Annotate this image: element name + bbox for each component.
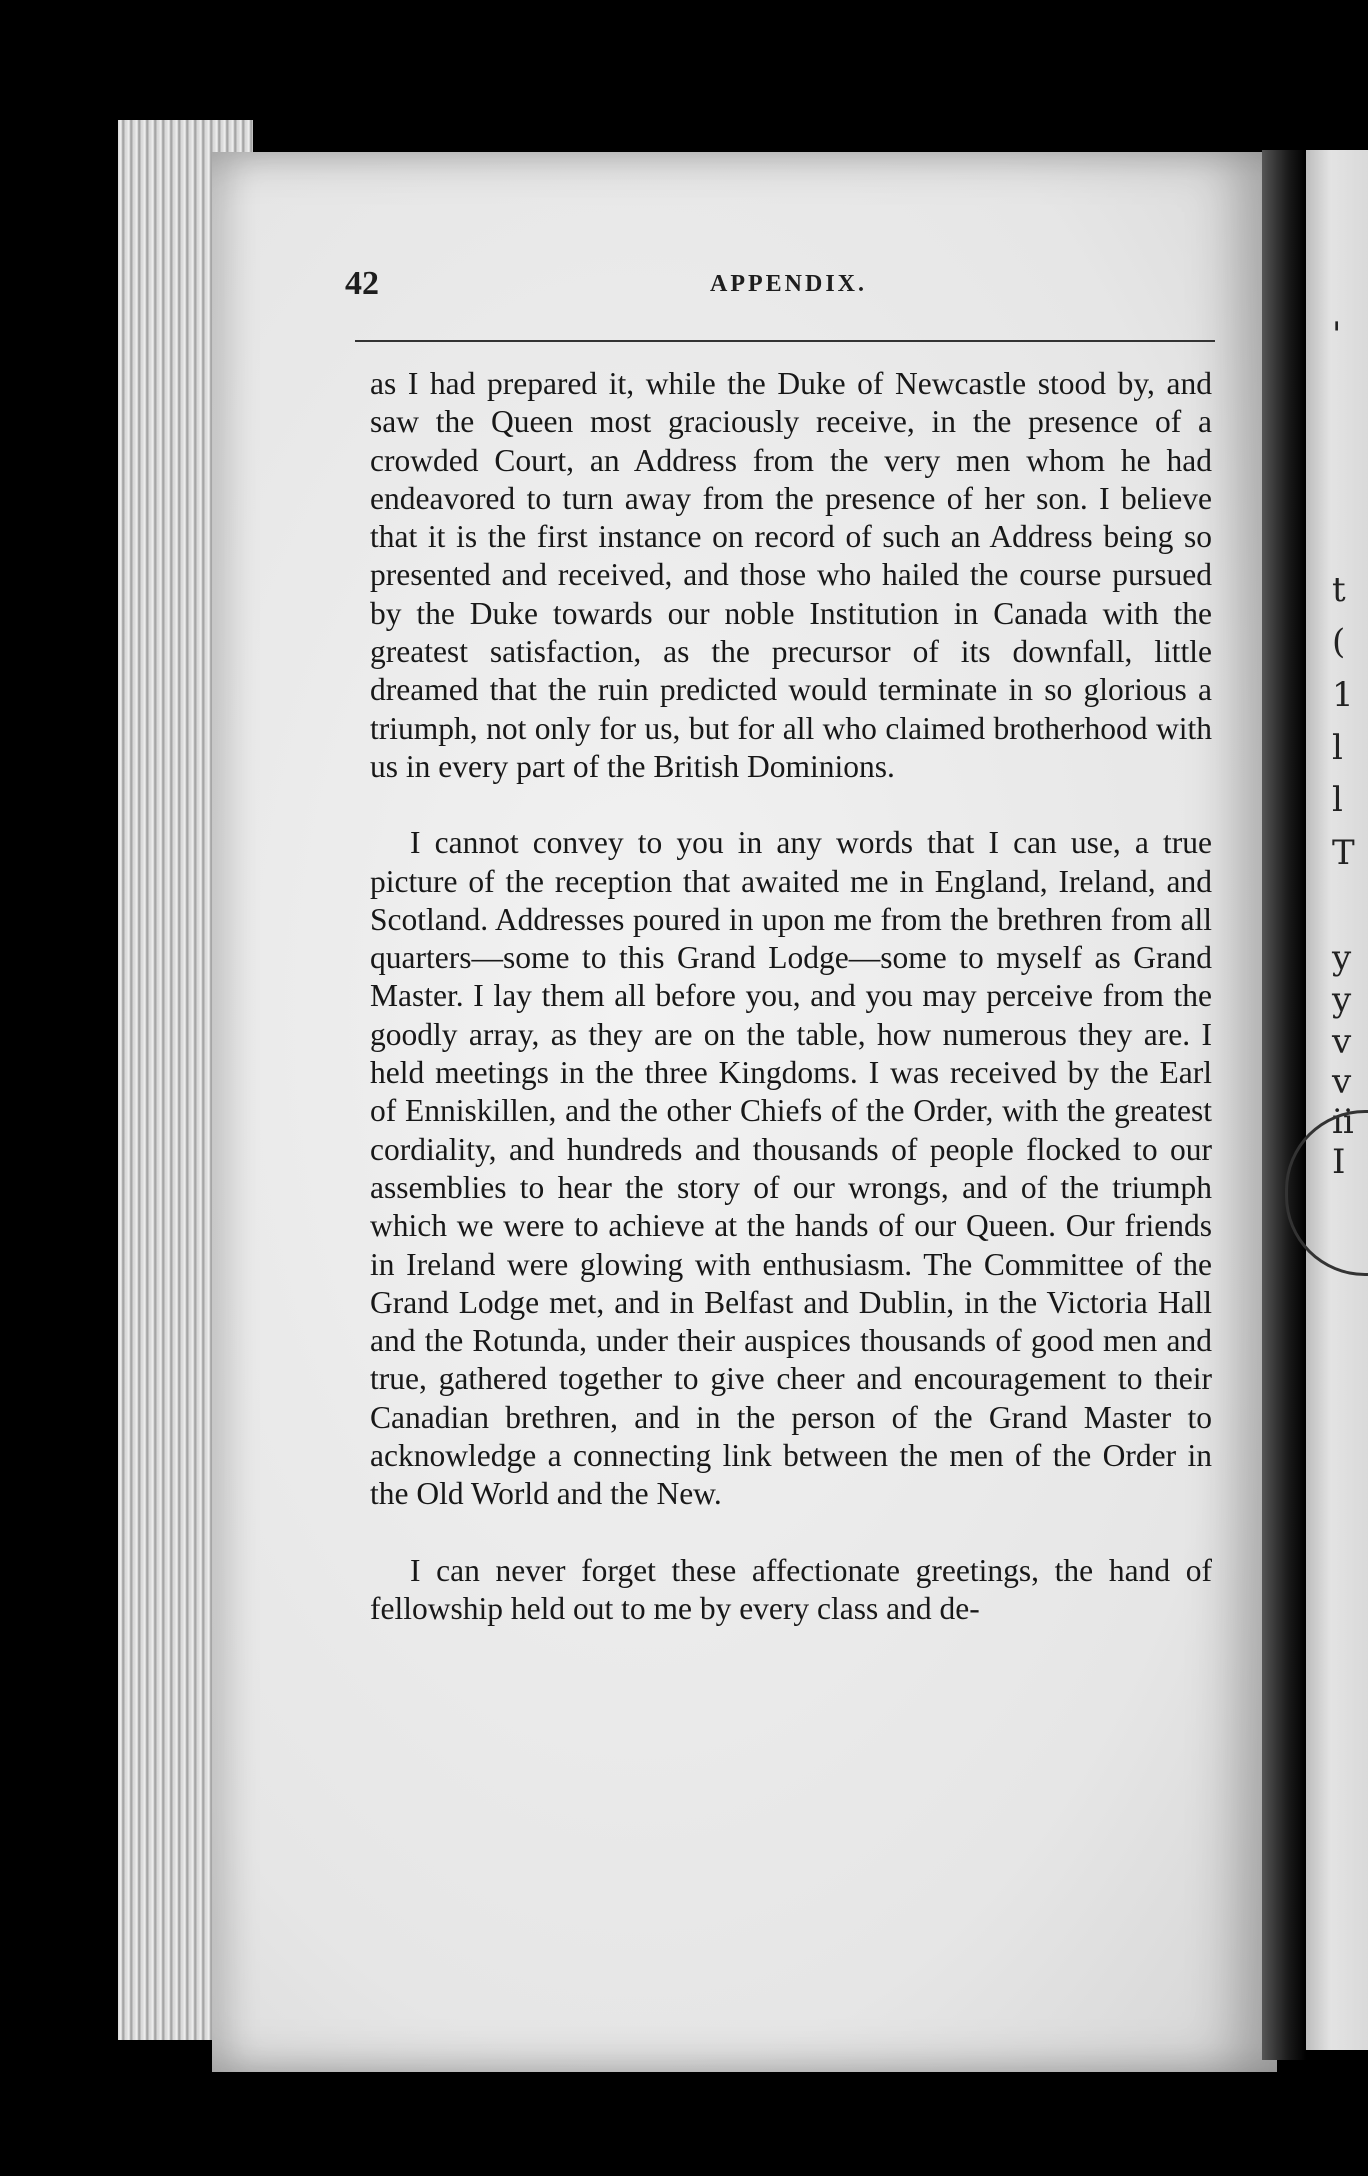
facing-glyph: y	[1332, 980, 1352, 1020]
facing-glyph: t	[1332, 570, 1346, 610]
binding-gutter	[1262, 150, 1306, 2060]
facing-glyph: T	[1332, 833, 1355, 873]
page-header	[345, 265, 1215, 315]
facing-glyph: 1	[1332, 675, 1354, 715]
facing-glyph: '	[1332, 315, 1342, 355]
facing-page	[1306, 150, 1368, 2050]
paragraph: I can never forget these affectionate greetings, the hand of fellowship held out to me by every class and de-	[370, 1552, 1212, 1626]
facing-glyph: l	[1332, 728, 1343, 768]
running-head: APPENDIX.	[710, 271, 867, 297]
facing-glyph: ii	[1332, 1102, 1354, 1142]
facing-glyph: (	[1332, 622, 1346, 662]
facing-glyph: v	[1332, 1062, 1352, 1102]
facing-page-glyphs	[1314, 150, 1368, 2050]
header-rule	[355, 340, 1215, 342]
body-text	[370, 365, 1212, 1628]
page-number: 42	[345, 265, 379, 302]
facing-glyph: y	[1332, 938, 1352, 978]
facing-glyph: I	[1332, 1142, 1346, 1182]
facing-glyph: l	[1332, 780, 1343, 820]
paragraph: I cannot convey to you in any words that I can use, a true picture of the reception that awaited me in England, Ireland, and Scotland. Addresses poured in upon me from the brethren from all quarters—some to this Grand Lodge—some to myself as Grand Master. I lay them all before you, and you may perceive from the goodly array, as they are on the table, how numerous they are. I held meetings in the three Kingdoms. I was received by the Earl of Enniskillen, and the other Chiefs of the Order, with the greatest cordiality, and hundreds and thousands of people flocked to our assemblies to hear the story of our wrongs, and of the triumph which we were to achieve at the hands of our Queen. Our friends in Ireland were glowing with enthusiasm. The Committee of the Grand Lodge met, and in Belfast and Dublin, in the Victoria Hall and the Rotunda, under their auspices thousands of good men and true, gathered together to give cheer and encouragement to their Canadian brethren, and in the person of the Grand Master to acknowledge a connecting link between the men of the Order in the Old World and the New.	[370, 825, 1212, 1512]
paragraph: as I had prepared it, while the Duke of Newcastle stood by, and saw the Queen most graciously receive, in the presence of a crowded Court, an Address from the very men whom he had endeavored to turn away from the presence of her son. I believe that it is the first instance on record of such an Address being so presented and received, and those who hailed the course pursued by the Duke towards our noble Institution in Canada with the greatest satisfaction, as the precursor of its downfall, little dreamed that the ruin predicted would terminate in so glorious a triumph, not only for us, but for all who claimed brotherhood with us in every part of the British Dominions.	[370, 366, 1212, 784]
facing-glyph: v	[1332, 1022, 1352, 1062]
